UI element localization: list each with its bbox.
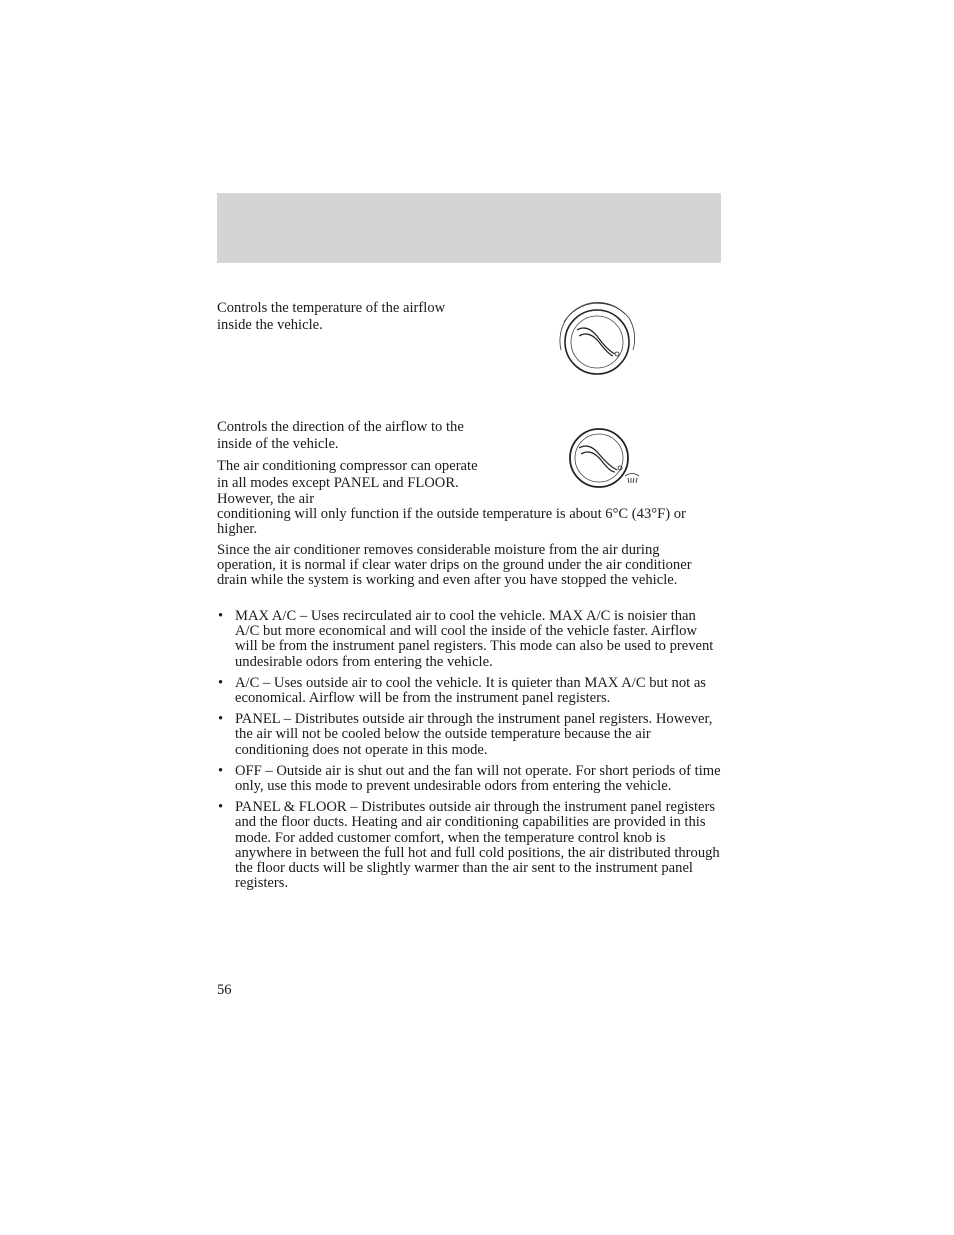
temperature-description: Controls the temperature of the airflow inside the vehicle.	[217, 300, 446, 333]
bullet-ac	[217, 676, 721, 706]
bullet-text: OFF – Outside air is shut out and the fan will not operate. For short periods of time only, use this mode to prevent undesirable odors from entering the vehicle.	[235, 762, 721, 795]
bullet-off	[217, 764, 721, 794]
defrost-symbol-icon	[625, 474, 639, 484]
bullet-text: PANEL & FLOOR – Distributes outside air through the instrument panel registers and the floor ducts. Heating and air conditioning capabilities are provided in this mode. For added customer comfort, when the temperature control knob is anywhere in between the full hot and full cold positions, the air distributed through the floor ducts will be slightly warmer than the air sent to the instrument panel registers.	[235, 799, 720, 892]
moisture-paragraph: Since the air conditioner removes considerable moisture from the air during operation, it is normal if clear water drips on the ground under the air conditioner drain while the system is working and even after you have stopped the vehicle.	[217, 542, 692, 589]
page-number: 56	[217, 982, 232, 998]
airflow-mode-knob-icon	[565, 426, 645, 492]
bullet-dot: •	[218, 608, 224, 624]
bullet-panel-floor	[217, 800, 721, 891]
ac-compressor-text-part1: The air conditioning compressor can operate in all modes except PANEL and FLOOR. However, the air	[217, 458, 478, 507]
bullet-dot: •	[218, 711, 224, 728]
direction-description: Controls the direction of the airflow to the inside of the vehicle.	[217, 419, 464, 452]
bullet-max-ac	[217, 609, 721, 670]
bullet-dot: •	[218, 799, 224, 816]
ac-compressor-text-part2: conditioning will only function if the outside temperature is about 6°C (43°F) or higher.	[217, 506, 686, 538]
bullet-panel	[217, 712, 721, 758]
header-band	[217, 193, 721, 263]
bullet-text: PANEL – Distributes outside air through the instrument panel registers. However, the air will not be cooled below the outside temperature because the air conditioning does not operate in this mode.	[235, 711, 713, 758]
mode-bullet-list	[217, 609, 721, 897]
bullet-text: A/C – Uses outside air to cool the vehicle. It is quieter than MAX A/C but not as economical. Airflow will be from the instrument panel registers.	[235, 674, 706, 707]
bullet-dot: •	[218, 674, 224, 691]
bullet-dot: •	[218, 762, 224, 779]
temperature-knob-icon	[553, 300, 643, 378]
bullet-text: MAX A/C – Uses recirculated air to cool the vehicle. MAX A/C is noisier than A/C but more economical and will cool the inside of the vehicle faster. Airflow will be from the instrument panel registers. This mode can also be used to prevent undesirable odors from entering the vehicle.	[235, 608, 714, 670]
